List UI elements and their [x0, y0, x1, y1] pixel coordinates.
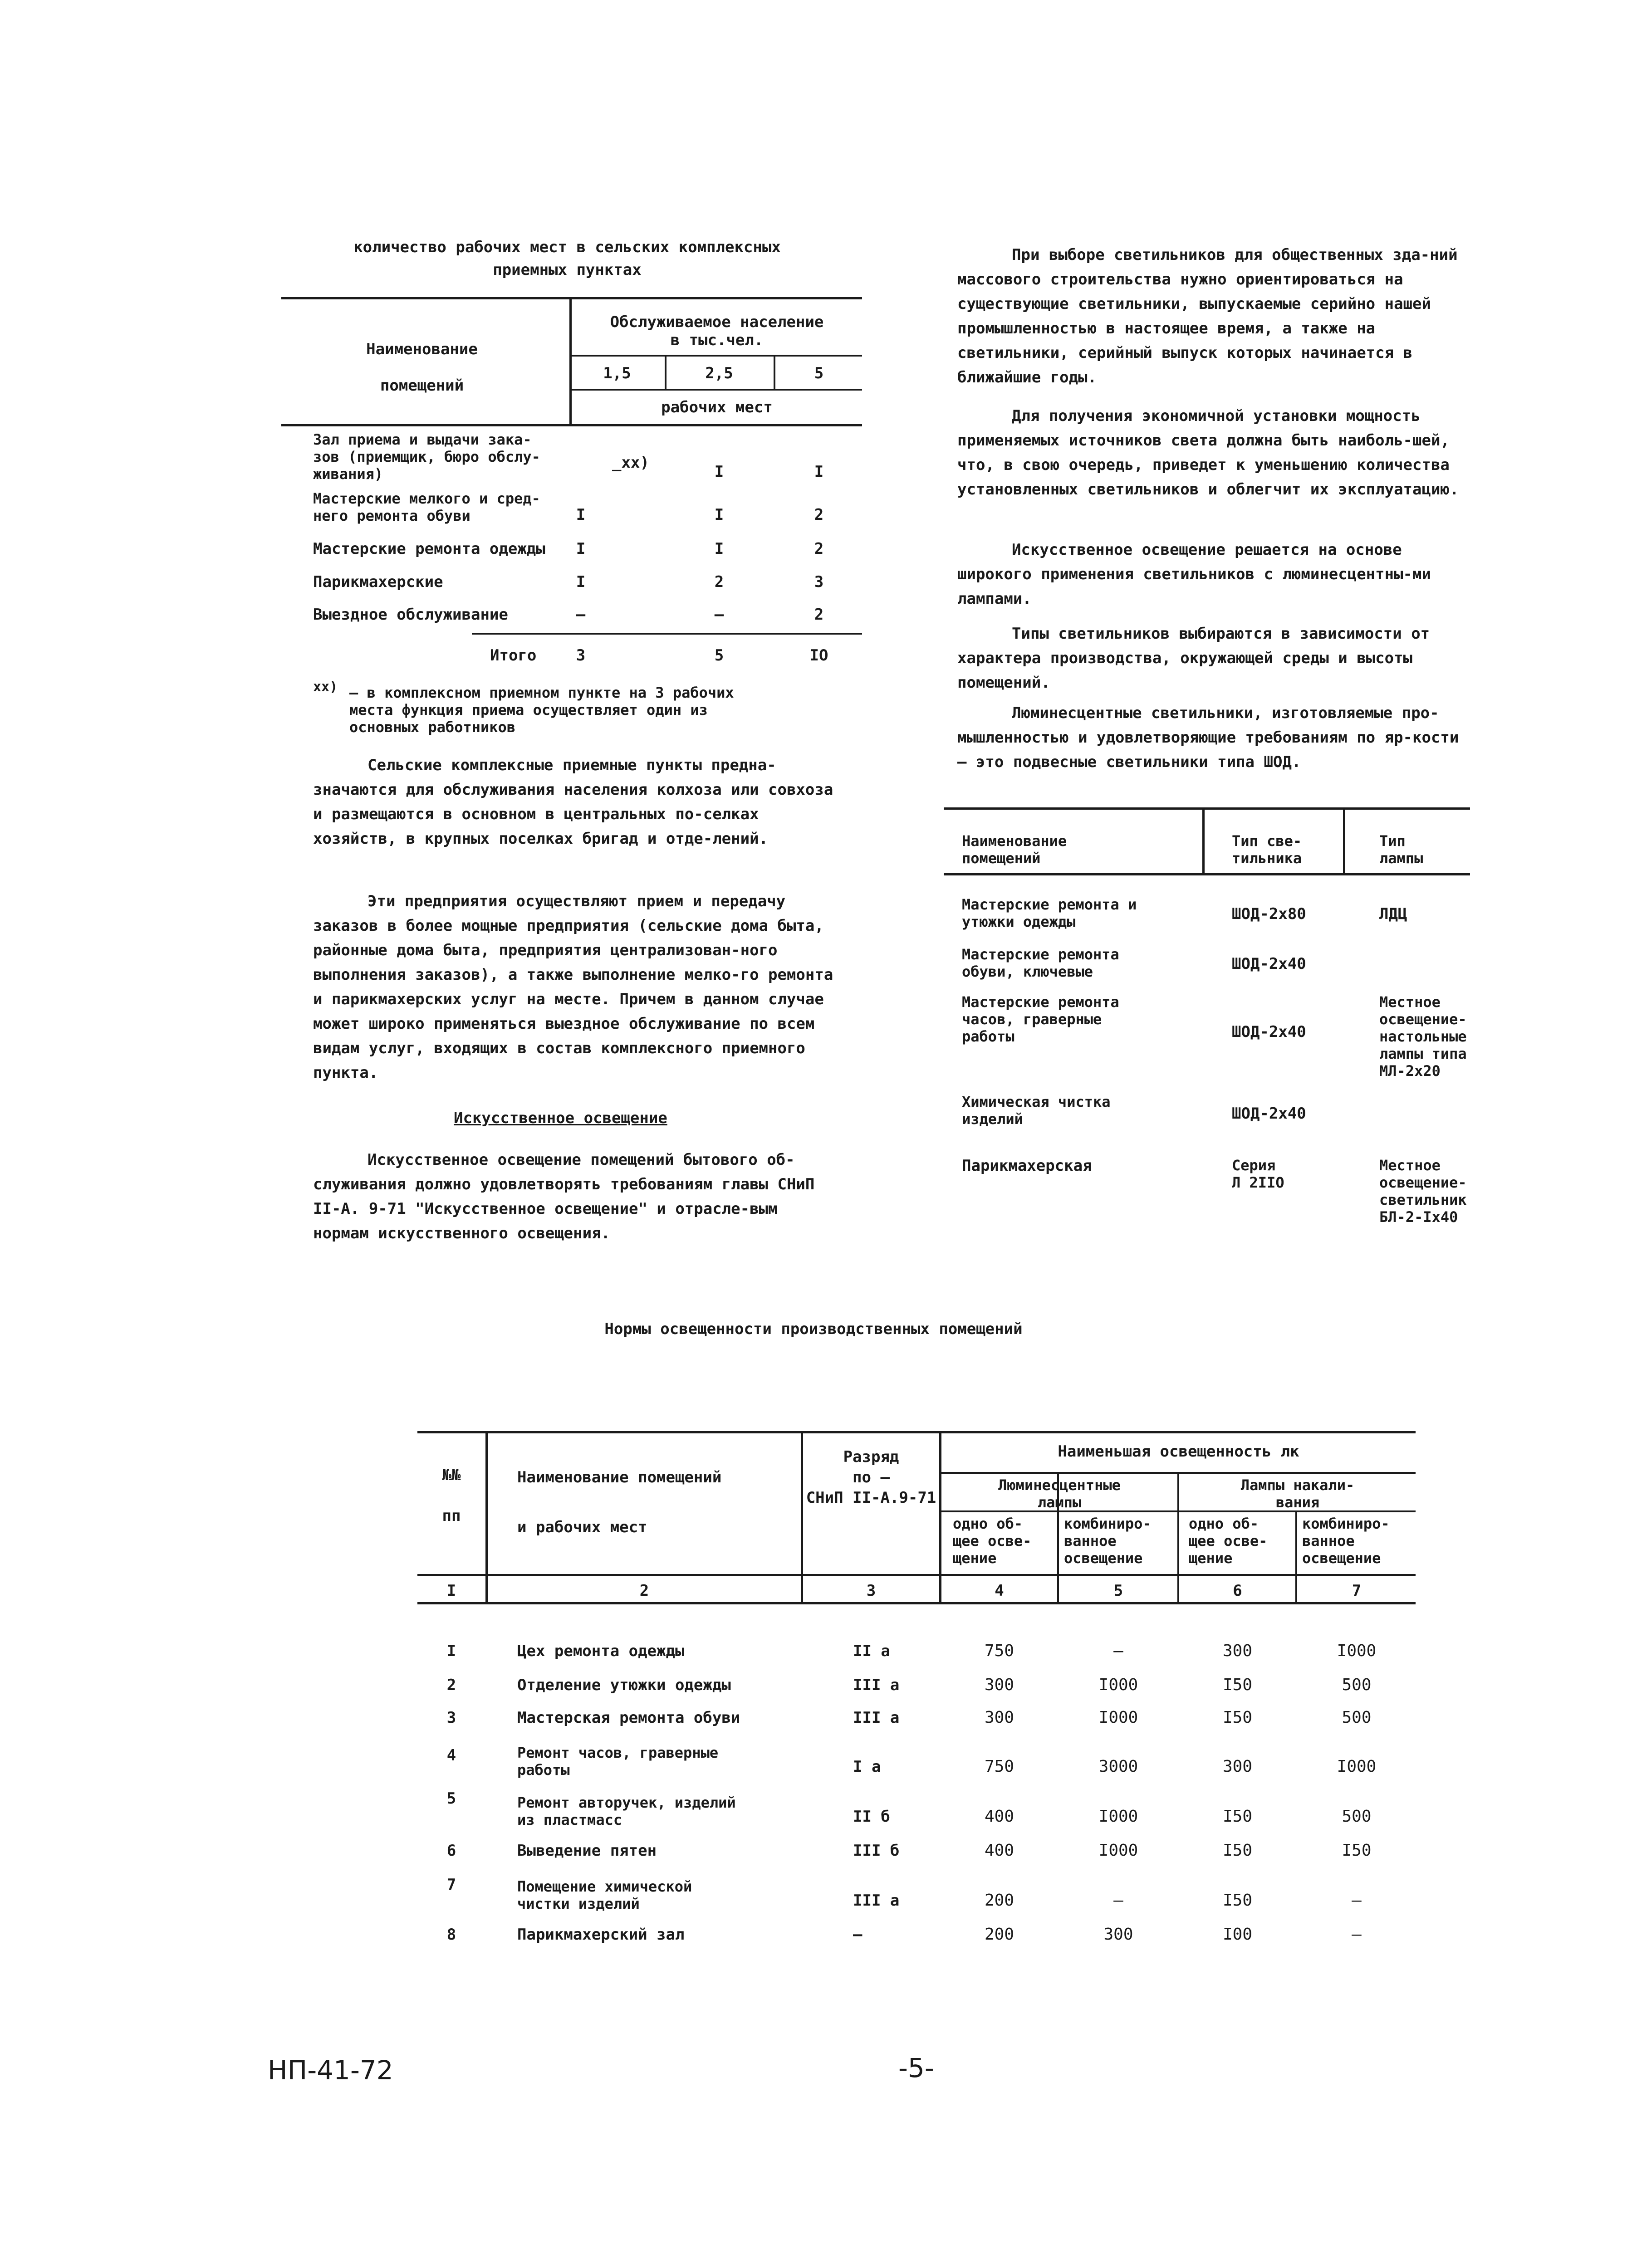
right-paragraph: Для получения экономичной установки мощность применяемых источников света должна быть наиболь-шей, что, в свою очередь, приведет к уменьшению количества установленных светильников и облегчит их эксплуатацию.	[957, 407, 1459, 499]
table3-cell: I50	[1222, 1676, 1253, 1694]
table3-header-rule	[939, 1472, 1416, 1474]
right-paragraph: Люминесцентные светильники, изготовляемые про-мышленностью и удовлетворяющие требованиям по яр-кости – это подвесные светильники типа ШОД.	[957, 704, 1459, 771]
table3-cell: Ремонт часов, граверные работы	[517, 1744, 719, 1779]
table1-col-sep	[774, 355, 775, 389]
table3-cell: –	[853, 1926, 863, 1944]
table3-top-rule	[417, 1431, 1416, 1433]
table3-cell: 4	[446, 1746, 456, 1765]
table3-cell: I00	[1222, 1925, 1253, 1944]
table3-cell: 300	[1222, 1642, 1253, 1660]
table3-h-num: №№ пп	[442, 1466, 461, 1525]
table3-h-min: Наименьшая освещенность лк	[1058, 1442, 1299, 1461]
table3-h-sub: одно об- щее осве- щение	[953, 1515, 1032, 1567]
table3-vline	[1177, 1472, 1179, 1603]
table1-header-name: Наименование помещений	[366, 340, 478, 395]
table2-cell: ШОД-2х40	[1232, 1105, 1306, 1123]
table3-cell: I50	[1222, 1891, 1253, 1910]
table3-cell: 8	[446, 1926, 456, 1944]
table1-col-3: 5	[814, 364, 824, 382]
table3-cell: 2	[446, 1676, 456, 1694]
table3-cell: I50	[1222, 1708, 1253, 1727]
table2-header-rule	[944, 873, 1470, 875]
table1-cell: 2	[714, 573, 724, 591]
table3-cell: 6	[446, 1842, 456, 1860]
table1-cell: 2	[814, 540, 824, 558]
table3-cell: II б	[853, 1808, 890, 1826]
table1-col-1: 1,5	[603, 364, 631, 382]
table3-colnum: 7	[1352, 1582, 1362, 1600]
table1-cell: I	[576, 540, 586, 558]
table2-cell: Химическая чистка изделий	[962, 1093, 1111, 1128]
table3-header-bottom-rule	[417, 1602, 1416, 1604]
table1-row-name: Зал приема и выдачи зака- зов (приемщик, бюро обслу- живания)	[313, 431, 540, 483]
table3-cell: I50	[1222, 1807, 1253, 1826]
table3-colnum: 5	[1113, 1582, 1123, 1600]
table2-cell: Мастерские ремонта обуви, ключевые	[962, 946, 1119, 980]
table3-cell: 750	[984, 1642, 1014, 1660]
table3-cell: III а	[853, 1892, 900, 1910]
table2-header: Тип лампы	[1379, 832, 1423, 867]
table1-total: IO	[809, 646, 828, 665]
table3-h-lum: Люминесцентные лампы	[998, 1476, 1121, 1511]
table1-header-group: Обслуживаемое население в тыс.чел.	[610, 313, 824, 349]
table1-cell: 2	[814, 606, 824, 624]
table3-cell: Ремонт авторучек, изделий из пластмасс	[517, 1794, 736, 1828]
table3-colnum: 4	[995, 1582, 1004, 1600]
table1-cell: I	[714, 540, 724, 558]
table3-colnum: 6	[1233, 1582, 1242, 1600]
table1-cell: –	[576, 606, 586, 624]
table1-cell: _xx)	[612, 454, 649, 472]
table3-colnum: 2	[639, 1582, 649, 1600]
table2-cell: ШОД-2х80	[1232, 905, 1306, 923]
table3-cell: 400	[984, 1807, 1014, 1826]
table3-cell: –	[1113, 1891, 1123, 1910]
table3-h-name: Наименование помещений и рабочих мест	[517, 1468, 722, 1536]
table3-cell: 300	[1103, 1925, 1133, 1944]
table3-cell: III б	[853, 1842, 900, 1860]
table3-cell: Цех ремонта одежды	[517, 1642, 685, 1660]
table3-cell: 500	[1342, 1676, 1372, 1694]
table3-cell: I а	[853, 1758, 881, 1776]
page-number: -5-	[898, 2053, 934, 2083]
table2-top-rule	[944, 807, 1470, 810]
table3-vline	[1295, 1510, 1297, 1603]
right-paragraph: Типы светильников выбираются в зависимости от характера производства, окружающей среды и высоты помещений.	[957, 625, 1430, 692]
table2-cell: Мастерские ремонта и утюжки одежды	[962, 896, 1137, 930]
table3-h-sub: комбиниро- ванное освещение	[1302, 1515, 1390, 1567]
table3-cell: 750	[984, 1757, 1014, 1776]
table3-cell: I000	[1098, 1676, 1138, 1694]
table3-h-rank: Разряд по – СНиП II-А.9-71	[806, 1448, 936, 1507]
table3-cell: I	[446, 1642, 456, 1660]
table3-cell: –	[1352, 1891, 1362, 1910]
table3-cell: 3	[446, 1709, 456, 1727]
right-paragraph: При выборе светильников для общественных зда-ний массового строительства нужно ориентироваться на существующие светильники, выпускаемые серийно нашей промышленностью в настоящее время, а также на светильники, серийный выпуск которых начинается в ближайшие годы.	[957, 246, 1458, 386]
table3-colnum: 3	[866, 1582, 876, 1600]
table1-footnote: – в комплексном приемном пункте на 3 рабочих места функция приема осуществляет один из основных работников	[349, 684, 734, 736]
table1-caption: количество рабочих мест в сельских комплексных приемных пунктах	[353, 238, 781, 279]
table3-cell: 300	[1222, 1757, 1253, 1776]
table2-cell: ШОД-2х40	[1232, 955, 1306, 973]
table3-colnum: I	[446, 1582, 456, 1600]
left-paragraph: Искусственное освещение помещений бытового об-служивания должно удовлетворять требованиям главы СНиП II-А. 9-71 "Искусственное освещение" и отрасле-вым нормам искусственного освещения.	[313, 1151, 815, 1242]
table3-cell: Помещение химической чистки изделий	[517, 1878, 692, 1912]
table2-header: Тип све- тильника	[1232, 832, 1302, 867]
table2-cell: ЛДЦ	[1379, 905, 1407, 923]
table1-cell: I	[714, 506, 724, 524]
table1-total: 5	[714, 646, 724, 665]
table1-cell: 3	[814, 573, 824, 591]
table1-header-rule	[572, 355, 862, 357]
table3-cell: III а	[853, 1676, 900, 1694]
table3-cell: –	[1113, 1642, 1123, 1660]
table3-cell: 3000	[1098, 1757, 1138, 1776]
table1-total: 3	[576, 646, 586, 665]
table3-cell: II а	[853, 1642, 890, 1660]
table1-total-rule	[472, 633, 862, 635]
table3-h-sub: комбиниро- ванное освещение	[1064, 1515, 1152, 1567]
section-title: Искусственное освещение	[454, 1109, 667, 1127]
table3-h-inc: Лампы накали- вания	[1240, 1476, 1355, 1511]
table3-cell: 500	[1342, 1807, 1372, 1826]
table1-cell: 2	[814, 506, 824, 524]
table2-cell: Местное освещение- светильник БЛ-2-Iх40	[1379, 1157, 1467, 1226]
table2-cell: Серия Л 2IIO	[1232, 1157, 1284, 1191]
table3-cell: I000	[1098, 1841, 1138, 1860]
table3-cell: I000	[1098, 1807, 1138, 1826]
right-paragraph: Искусственное освещение решается на основе широкого применения светильников с люминесцентны-ми лампами.	[957, 541, 1431, 608]
table1-top-rule	[281, 297, 862, 299]
table3-numbers-rule	[417, 1574, 1416, 1576]
table1-cell: –	[714, 606, 724, 624]
table1-row-name: Мастерские ремонта одежды	[313, 540, 545, 558]
left-paragraph: Сельские комплексные приемные пункты предна-значаются для обслуживания населения колхоза или совхоза и размещаются в основном в центральных по-селках хозяйств, в крупных поселках бригад и отде-лений.	[313, 756, 833, 848]
table3-cell: 200	[984, 1925, 1014, 1944]
table3-cell: –	[1352, 1925, 1362, 1944]
table3-title: Нормы освещенности производственных помещений	[604, 1320, 1023, 1338]
table1-row-name: Выездное обслуживание	[313, 606, 508, 624]
table2-header: Наименование помещений	[962, 832, 1067, 867]
table1-header-bottom-rule	[281, 424, 862, 426]
table3-cell: I000	[1337, 1757, 1377, 1776]
table3-cell: 5	[446, 1789, 456, 1808]
table1-col-sep	[665, 355, 666, 389]
table3-vline	[485, 1431, 488, 1603]
table3-cell: 200	[984, 1891, 1014, 1910]
table3-cell: III а	[853, 1709, 900, 1727]
table3-cell: Парикмахерский зал	[517, 1926, 685, 1944]
table3-cell: I000	[1098, 1708, 1138, 1727]
table3-cell: Выведение пятен	[517, 1842, 657, 1860]
table3-cell: Мастерская ремонта обуви	[517, 1709, 740, 1727]
table2-cell: Местное освещение- настольные лампы типа МЛ-2х20	[1379, 993, 1467, 1080]
table3-cell: I50	[1222, 1841, 1253, 1860]
table3-h-sub: одно об- щее осве- щение	[1189, 1515, 1268, 1567]
table3-cell: 300	[984, 1676, 1014, 1694]
table3-cell: 7	[446, 1876, 456, 1894]
table2-cell: Мастерские ремонта часов, граверные работы	[962, 993, 1119, 1045]
table1-cell: I	[576, 573, 586, 591]
table3-cell: 500	[1342, 1708, 1372, 1727]
table3-cell: I50	[1342, 1841, 1372, 1860]
document-code: НП-41-72	[268, 2055, 393, 2086]
table1-cell: I	[714, 463, 724, 481]
table3-cell: 400	[984, 1841, 1014, 1860]
table3-cell: I000	[1337, 1642, 1377, 1660]
table1-total-label: Итого	[490, 646, 537, 665]
table1-col-2: 2,5	[705, 364, 733, 382]
table3-cell: Отделение утюжки одежды	[517, 1676, 731, 1694]
table1-cell: I	[576, 506, 586, 524]
table3-cell: 300	[984, 1708, 1014, 1727]
table1-footnote-mark: xx)	[313, 679, 338, 695]
table2-divider	[1202, 807, 1205, 875]
table1-header-units: рабочих мест	[661, 398, 773, 416]
table1-header-rule	[572, 389, 862, 391]
table2-divider	[1343, 807, 1345, 875]
table2-cell: Парикмахерская	[962, 1157, 1092, 1175]
table2-cell: ШОД-2х40	[1232, 1023, 1306, 1041]
left-paragraph: Эти предприятия осуществляют прием и передачу заказов в более мощные предприятия (сельские дома быта, районные дома быта, предприятия централизован-ного выполнения заказов), а также выполнение мелко-го ремонта и парикмахерских услуг на месте. Причем в данном случае может широко применяться выездное обслуживание по всем видам услуг, входящих в состав комплексного приемного пункта.	[313, 892, 833, 1082]
table1-cell: I	[814, 463, 824, 481]
table1-row-name: Парикмахерские	[313, 573, 443, 591]
table1-row-name: Мастерские мелкого и сред- него ремонта обуви	[313, 490, 540, 524]
